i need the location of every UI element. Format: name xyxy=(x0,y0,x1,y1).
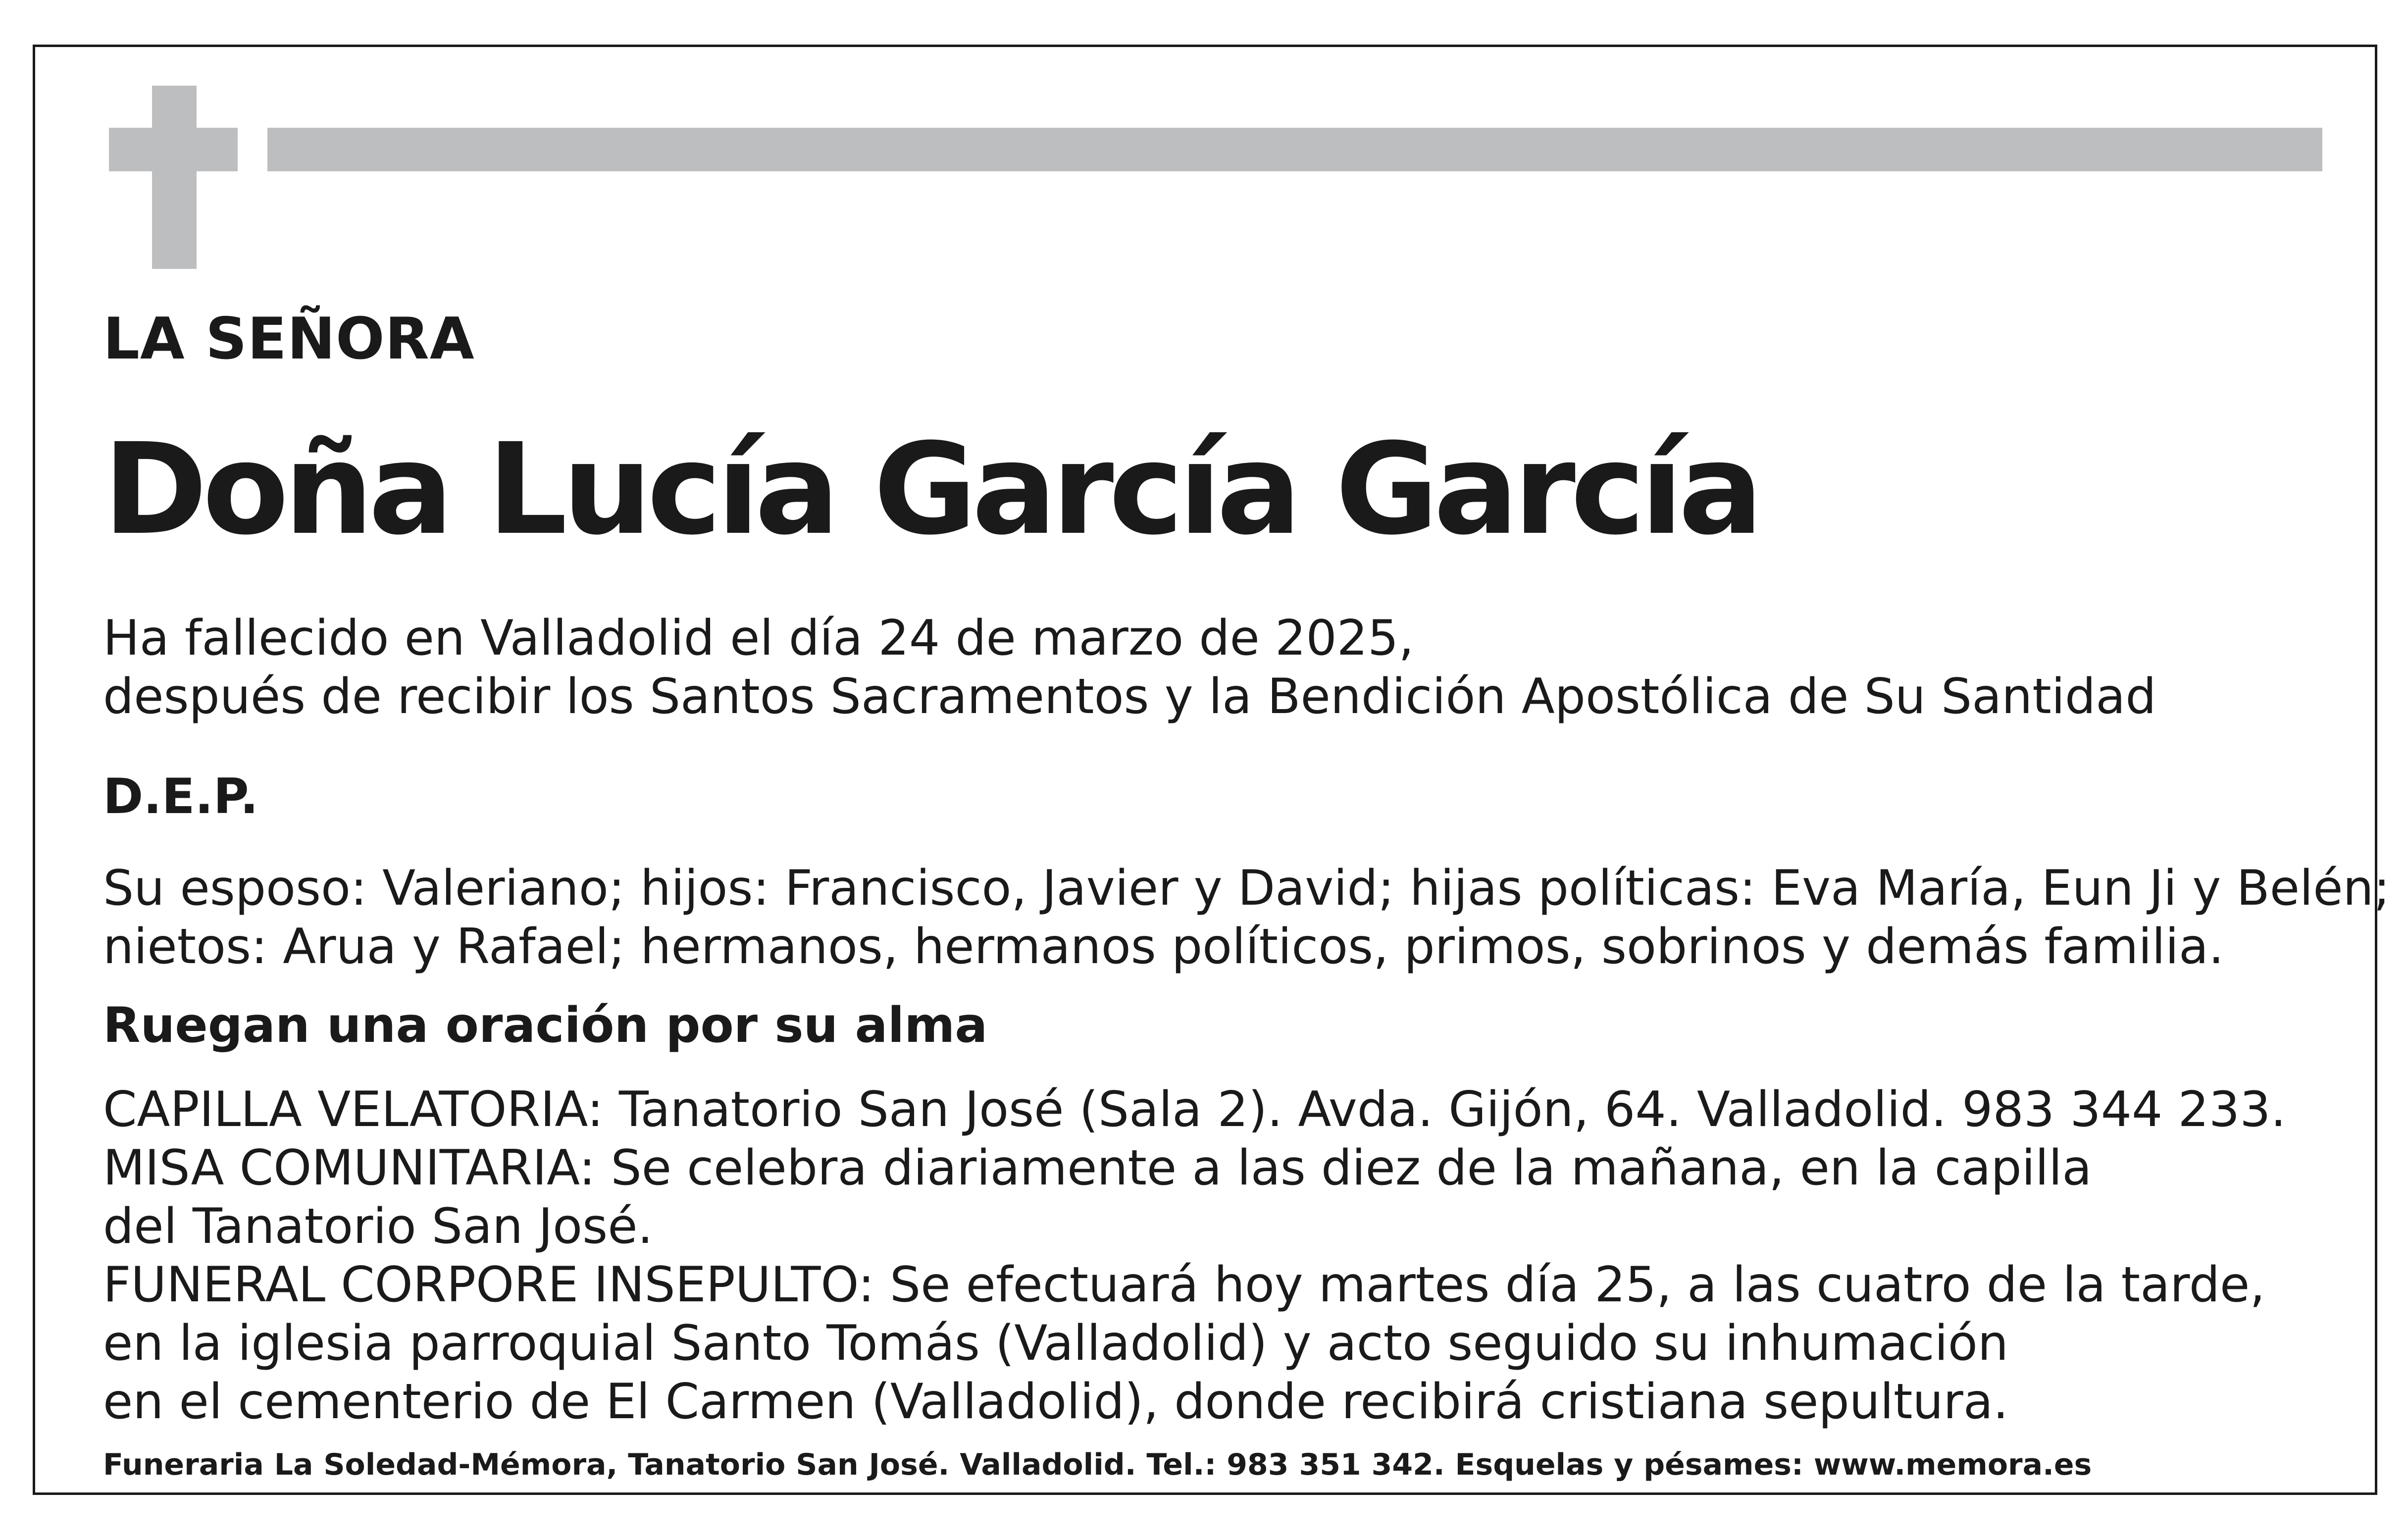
service-line: FUNERAL CORPORE INSEPULTO: Se efectuará hoy martes día 25, a las cuatro de la tarde, xyxy=(103,1257,2265,1313)
service-line: CAPILLA VELATORIA: Tanatorio San José (Sala 2). Avda. Gijón, 64. Valladolid. 983 344 233. xyxy=(103,1081,2286,1138)
family-line: Su esposo: Valeriano; hijos: Francisco, Javier y David; hijas políticas: Eva María, Eun Ji y Belén; xyxy=(103,860,2390,917)
cross-vertical-bar xyxy=(152,86,197,269)
honorific: LA SEÑORA xyxy=(103,306,475,372)
service-line: en el cementerio de El Carmen (Valladolid), donde recibirá cristiana sepultura. xyxy=(103,1374,2009,1430)
service-line: en la iglesia parroquial Santo Tomás (Valladolid) y acto seguido su inhumación xyxy=(103,1315,2008,1372)
family-line: nietos: Arua y Rafael; hermanos, hermanos políticos, primos, sobrinos y demás familia. xyxy=(103,919,2224,975)
header-rule xyxy=(267,128,2322,171)
deceased-name: Doña Lucía García García xyxy=(103,416,1758,563)
prayer-request: Ruegan una oración por su alma xyxy=(103,997,988,1054)
service-line: MISA COMUNITARIA: Se celebra diariamente a las diez de la mañana, en la capilla xyxy=(103,1140,2092,1196)
announcement-line: después de recibir los Santos Sacramentos y la Bendición Apostólica de Su Santidad xyxy=(103,668,2156,725)
funeral-home-footer: Funeraria La Soledad-Mémora, Tanatorio San José. Valladolid. Tel.: 983 351 342. Esquelas y pésames: www.memora.es xyxy=(103,1447,2092,1482)
dep-text: D.E.P. xyxy=(103,769,258,825)
service-line: del Tanatorio San José. xyxy=(103,1198,653,1255)
announcement-line: Ha fallecido en Valladolid el día 24 de marzo de 2025, xyxy=(103,610,1414,667)
cross-horizontal-bar xyxy=(109,128,238,171)
